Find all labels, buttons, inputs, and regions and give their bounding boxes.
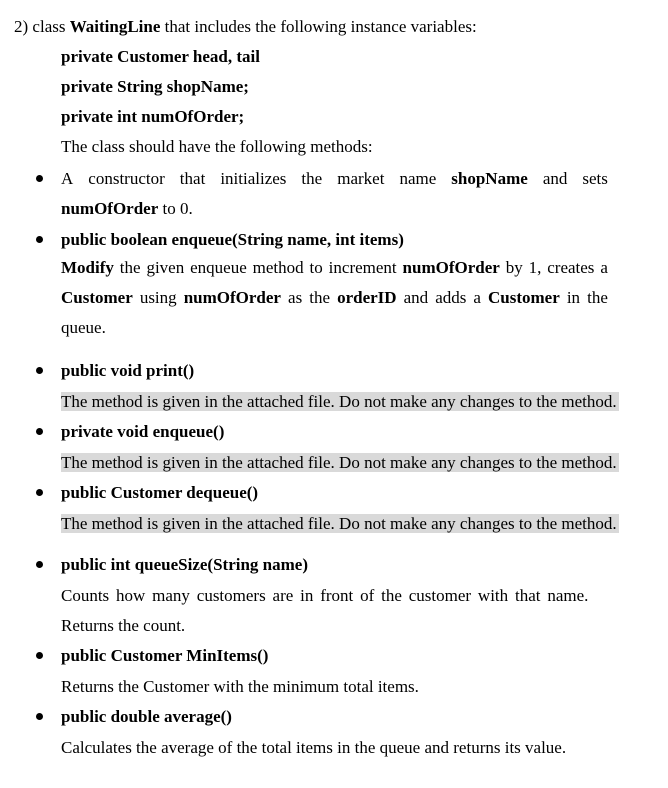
- dequeue-signature: public Customer dequeue(): [61, 483, 259, 502]
- private-enqueue-note: The method is given in the attached file. Do not make any changes to the method.: [61, 453, 617, 472]
- bullet: [36, 652, 43, 659]
- enqueue-signature: public boolean enqueue(String name, int items): [61, 230, 404, 249]
- min-items-desc: Returns the Customer with the minimum total items.: [61, 677, 419, 696]
- min-items-signature: public Customer MinItems(): [61, 646, 269, 665]
- constructor-line-2: numOfOrder to 0.: [61, 199, 193, 218]
- dequeue-note: The method is given in the attached file. Do not make any changes to the method.: [61, 514, 617, 533]
- queue-size-desc-line-2: Returns the count.: [61, 616, 186, 635]
- bullet: [36, 367, 43, 374]
- bullet: [36, 236, 43, 243]
- enqueue-desc-line-3: queue.: [61, 318, 106, 337]
- constructor-line-1: A constructor that initializes the market name shopName and sets: [61, 169, 608, 188]
- question-number: 2): [14, 17, 29, 36]
- variable-shop-name: private String shopName;: [61, 77, 249, 96]
- enqueue-desc-line-2: Customer using numOfOrder as the orderID and adds a Customer in the: [61, 288, 608, 307]
- enqueue-desc-line-1: Modify the given enqueue method to increment numOfOrder by 1, creates a: [61, 258, 608, 277]
- bullet: [36, 713, 43, 720]
- print-signature: public void print(): [61, 361, 195, 380]
- private-enqueue-signature: private void enqueue(): [61, 422, 225, 441]
- methods-intro: The class should have the following methods:: [61, 137, 373, 156]
- variable-num-of-order: private int numOfOrder;: [61, 107, 245, 126]
- print-note: The method is given in the attached file. Do not make any changes to the method.: [61, 392, 617, 411]
- variable-head-tail: private Customer head, tail: [61, 47, 260, 66]
- bullet: [36, 489, 43, 496]
- queue-size-signature: public int queueSize(String name): [61, 555, 308, 574]
- bullet: [36, 428, 43, 435]
- question-heading: 2) class WaitingLine that includes the following instance variables:: [14, 17, 477, 36]
- queue-size-desc-line-1: Counts how many customers are in front of the customer with that name.: [61, 586, 589, 605]
- class-name: WaitingLine: [69, 17, 161, 36]
- average-desc: Calculates the average of the total items in the queue and returns its value.: [61, 738, 567, 757]
- bullet: [36, 561, 43, 568]
- bullet: [36, 175, 43, 182]
- average-signature: public double average(): [61, 707, 232, 726]
